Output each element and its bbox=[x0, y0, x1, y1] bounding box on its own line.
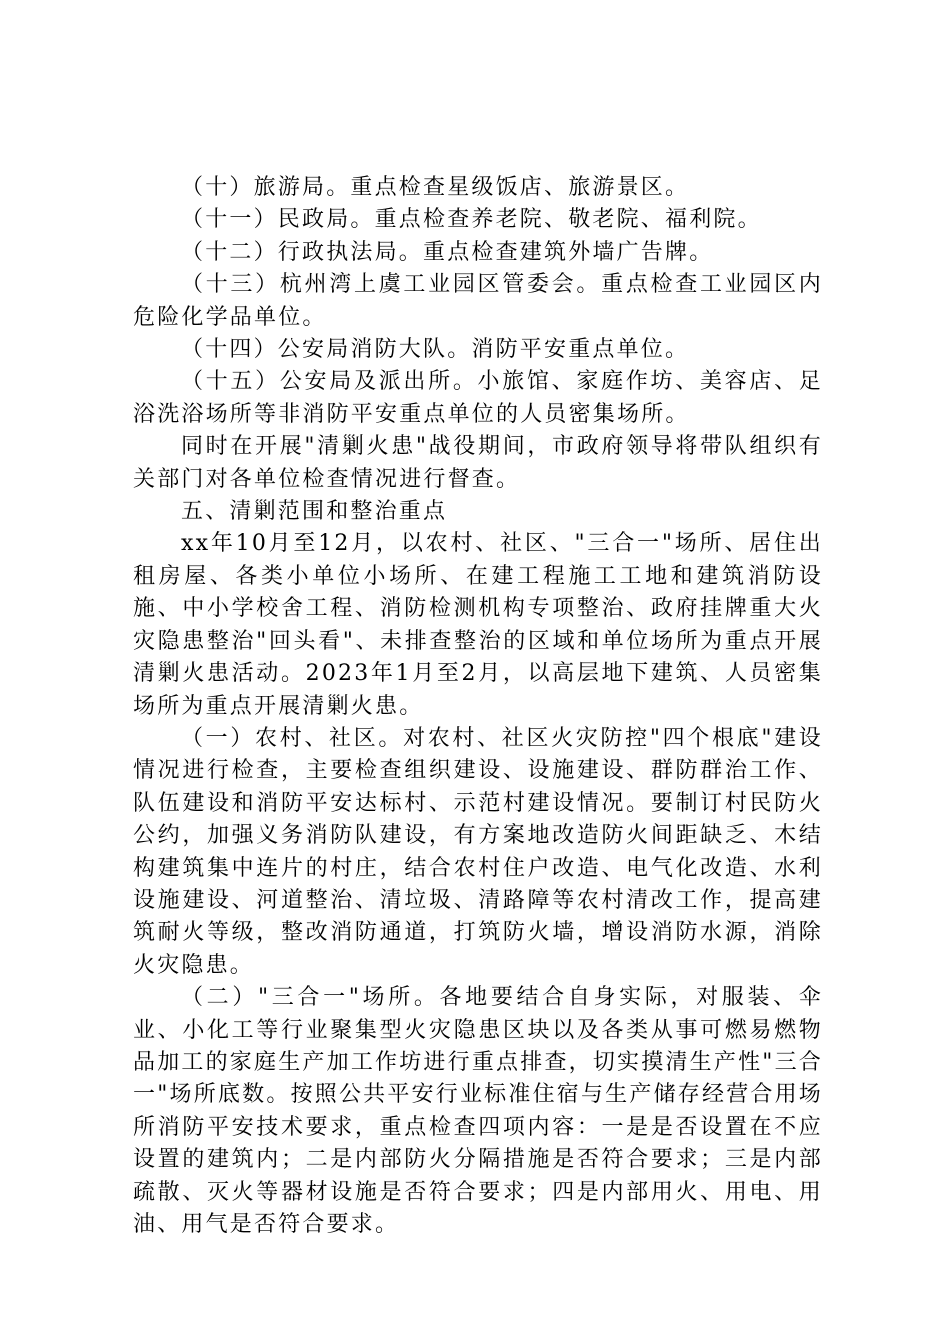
paragraph-rural-community: （一）农村、社区。对农村、社区火灾防控"四个根底"建设情况进行检查，主要检查组织建设、设施建设、群防群治工作、队伍建设和消防平安达标村、示范村建设情况。要制订村民防火公约，加强义务消防队建设，有方案地改造防火间距缺乏、木结构建筑集中连片的村庄，结合农村住户改造、电气化改造、水利设施建设、河道整治、清垃圾、清路障等农村清改工作，提高建筑耐火等级，整改消防通道，打筑防火墙，增设消防水源，消除火灾隐患。 bbox=[133, 725, 823, 978]
paragraph-civil-affairs-bureau: （十一）民政局。重点检查养老院、敬老院、福利院。 bbox=[181, 207, 762, 233]
paragraph-supervision: 同时在开展"清剿火患"战役期间，市政府领导将带队组织有关部门对各单位检查情况进行督查。 bbox=[133, 434, 823, 492]
paragraph-fire-brigade: （十四）公安局消防大队。消防平安重点单位。 bbox=[181, 337, 690, 363]
paragraph-police-station: （十五）公安局及派出所。小旅馆、家庭作坊、美容店、足浴洗浴场所等非消防平安重点单位的人员密集场所。 bbox=[133, 369, 823, 427]
paragraph-tourism-bureau: （十）旅游局。重点检查星级饭店、旅游景区。 bbox=[181, 175, 690, 200]
paragraph-three-in-one: （二）"三合一"场所。各地要结合自身实际，对服装、伞业、小化工等行业聚集型火灾隐患区块以及各类从事可燃易燃物品加工的家庭生产加工作坊进行重点排查，切实摸清生产性"三合一"场所底数。按照公共平安行业标准住宿与生产储存经营合用场所消防平安技术要求，重点检查四项内容：一是是否设置在不应设置的建筑内；二是内部防火分隔措施是否符合要求；三是内部疏散、灭火等器材设施是否符合要求；四是内部用火、用电、用油、用气是否符合要求。 bbox=[133, 985, 823, 1237]
document-body bbox=[133, 172, 823, 1241]
paragraph-industrial-park-committee: （十三）杭州湾上虞工业园区管委会。重点检查工业园区内危险化学品单位。 bbox=[133, 272, 823, 330]
paragraph-schedule: xx年10月至12月，以农村、社区、"三合一"场所、居住出租房屋、各类小单位小场所、在建工程施工工地和建筑消防设施、中小学校舍工程、消防检测机构专项整治、政府挂牌重大火灾隐患整治"回头看"、未排查整治的区域和单位场所为重点开展清剿火患活动。2023年1月至2月，以高层地下建筑、人员密集场所为重点开展清剿火患。 bbox=[133, 531, 823, 719]
section-heading-scope: 五、清剿范围和整治重点 bbox=[181, 499, 448, 525]
paragraph-law-enforcement-bureau: （十二）行政执法局。重点检查建筑外墙广告牌。 bbox=[181, 239, 714, 265]
